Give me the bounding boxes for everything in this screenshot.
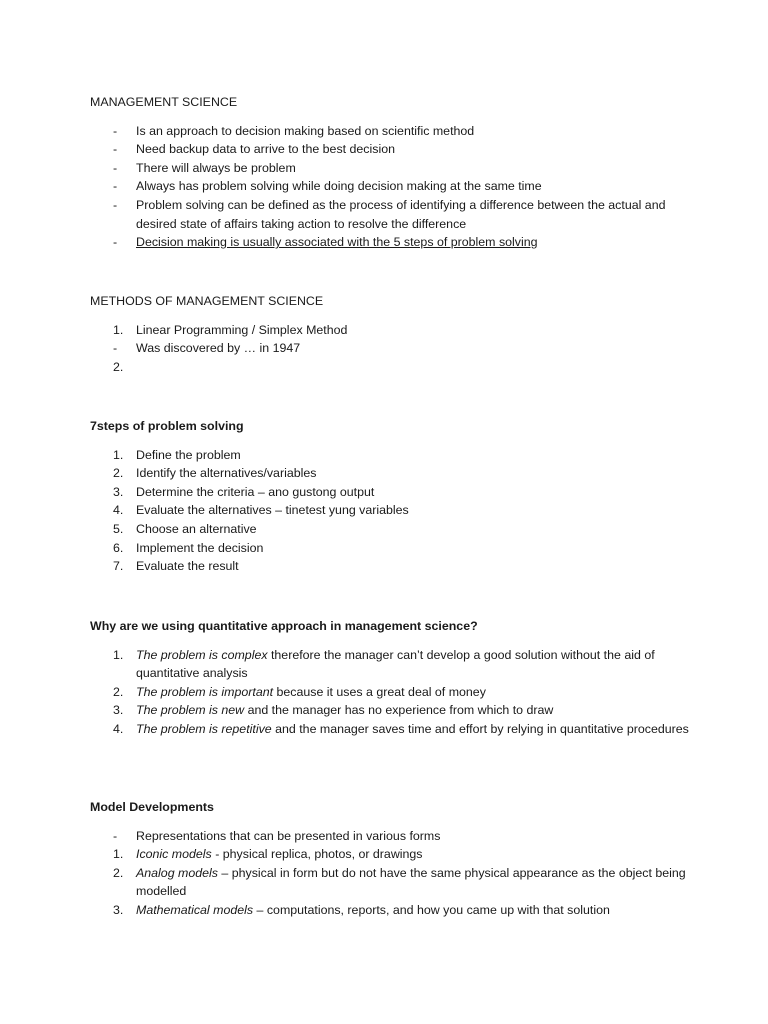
list-item	[90, 140, 690, 159]
list-marker: -	[113, 341, 118, 356]
section-heading: 7steps of problem solving	[90, 419, 244, 433]
section-heading: Model Developments	[90, 800, 214, 814]
list-item	[90, 446, 690, 465]
section-management-science	[90, 93, 690, 252]
list-marker: 2.	[113, 865, 124, 880]
list-marker: 6.	[113, 540, 124, 555]
list-item-text: Always has problem solving while doing decision making at the same time	[136, 179, 542, 194]
list-marker: 3.	[113, 703, 124, 718]
list-item-text: Define the problem	[136, 447, 241, 462]
list-item-emphasis: Mathematical models	[136, 902, 254, 917]
list-item-emphasis: The problem is complex	[136, 647, 268, 662]
list-marker: 2.	[113, 684, 124, 699]
list-item	[90, 177, 690, 196]
list-marker: 4.	[113, 503, 124, 518]
list-marker: 1.	[113, 447, 124, 462]
list-marker: 1.	[113, 322, 124, 337]
list-item-text: therefore the manager can’t develop a good solution without the aid of quantitative analysis	[136, 647, 655, 681]
list-item	[90, 321, 690, 340]
section-seven-steps	[90, 417, 690, 576]
list-marker: 2.	[113, 466, 124, 481]
list-item	[90, 646, 690, 683]
list-marker: 2.	[113, 359, 124, 374]
list-item	[90, 864, 690, 901]
list-item-text: – computations, reports, and how you came up with that solution	[253, 902, 610, 917]
list-item-text: and the manager saves time and effort by relying in quantitative procedures	[271, 721, 689, 736]
list-item-text: Choose an alternative	[136, 521, 257, 536]
section-quantitative-approach	[90, 617, 690, 739]
list-item	[90, 159, 690, 178]
list-item-emphasis: The problem is repetitive	[136, 721, 272, 736]
list-marker: 4.	[113, 721, 124, 736]
section-heading: METHODS OF MANAGEMENT SCIENCE	[90, 294, 324, 308]
list-item-text: Decision making is usually associated with the 5 steps of problem solving	[136, 235, 538, 250]
list-item	[90, 901, 690, 920]
list-marker: 3.	[113, 902, 124, 917]
list-item	[90, 122, 690, 141]
list-item	[90, 827, 690, 846]
list-marker: -	[113, 160, 118, 175]
list-marker: -	[113, 123, 118, 138]
list-item	[90, 483, 690, 502]
list-item	[90, 683, 690, 702]
list-marker: -	[113, 142, 118, 157]
list-item	[90, 539, 690, 558]
list-marker: 3.	[113, 484, 124, 499]
list-item-text: Determine the criteria – ano gustong output	[136, 484, 375, 499]
list-item-text: Representations that can be presented in various forms	[136, 828, 441, 843]
list-marker: 7.	[113, 559, 124, 574]
list-item-emphasis: Analog models	[136, 865, 218, 880]
list-item-text: Evaluate the alternatives – tinetest yung variables	[136, 503, 409, 518]
list-item	[90, 520, 690, 539]
list-item-text: Need backup data to arrive to the best decision	[136, 142, 395, 157]
list-item-text: Evaluate the result	[136, 559, 239, 574]
list-item	[90, 233, 690, 252]
list-item-text: – physical in form but do not have the same physical appearance as the object being modelled	[136, 865, 686, 899]
list-marker: 1.	[113, 647, 124, 662]
list-item-emphasis: Iconic models	[136, 847, 212, 862]
list-item-text: There will always be problem	[136, 160, 296, 175]
list-item	[90, 845, 690, 864]
section-heading: MANAGEMENT SCIENCE	[90, 95, 238, 109]
list-item	[90, 720, 690, 739]
list-marker: -	[113, 235, 118, 250]
section-methods	[90, 292, 690, 374]
list-item-text: Problem solving can be defined as the process of identifying a difference between the actual and desired state of affairs taking action to resolve the difference	[136, 197, 666, 231]
list-item-text: Is an approach to decision making based on scientific method	[136, 123, 475, 138]
list-item	[90, 557, 690, 576]
list-item-emphasis: The problem is new	[136, 703, 245, 718]
list-marker: -	[113, 828, 118, 843]
list-item-text: Linear Programming / Simplex Method	[136, 322, 348, 337]
section-model-developments	[90, 798, 690, 920]
list-item-text: - physical replica, photos, or drawings	[211, 847, 423, 862]
list-item-text: and the manager has no experience from which to draw	[244, 703, 554, 718]
list-item	[90, 464, 690, 483]
list-item	[90, 701, 690, 720]
list-item	[90, 196, 690, 233]
list-item-text: Implement the decision	[136, 540, 264, 555]
list-marker: -	[113, 179, 118, 194]
list-marker: 5.	[113, 521, 124, 536]
list-item-text: Was discovered by … in 1947	[136, 341, 301, 356]
section-heading: Why are we using quantitative approach in management science?	[90, 619, 478, 633]
list-item-text: because it uses a great deal of money	[273, 684, 486, 699]
list-item	[90, 501, 690, 520]
list-marker: 1.	[113, 847, 124, 862]
list-marker: -	[113, 197, 118, 212]
list-item-text: Identify the alternatives/variables	[136, 466, 317, 481]
list-item-emphasis: The problem is important	[136, 684, 274, 699]
list-item	[90, 339, 690, 358]
